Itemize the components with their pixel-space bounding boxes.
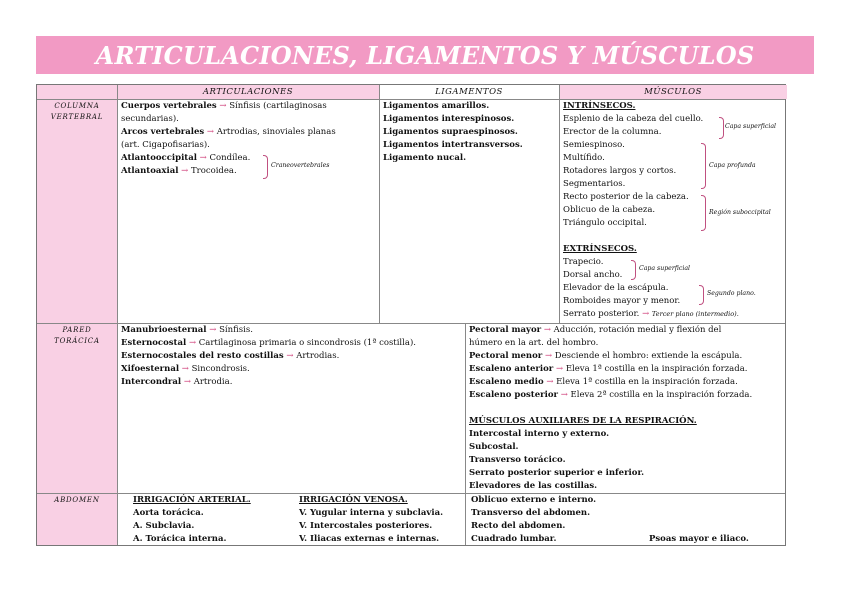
term: Escaleno medio: [469, 377, 544, 387]
desc: húmero en la art. del hombro.: [469, 338, 599, 348]
pared-mus-line-4: Escaleno anterior → Eleva 1ª costilla en la inspiración forzada.: [469, 364, 748, 374]
irr-art-item-1: Aorta torácica.: [133, 508, 204, 518]
pared-mus-line-1: Pectoral mayor → Aducción, rotación medial y flexión del: [469, 325, 722, 335]
row-label-columna-2: VERTEBRAL: [50, 113, 104, 121]
aux-item-5: Elevadores de las costillas.: [469, 481, 598, 491]
extr-item-3: Elevador de la escápula.: [563, 283, 669, 293]
pared-mus-line-2: [469, 337, 598, 350]
desc: Eleva 1ª costilla en la inspiración forzada.: [556, 377, 738, 387]
lig-item-3: Ligamentos supraespinosos.: [383, 127, 518, 137]
desc: Artrodias, sinoviales planas: [216, 127, 336, 137]
pared-art-line-5: Intercondral → Artrodia.: [121, 377, 233, 387]
aux-title: MÚSCULOS AUXILIARES DE LA RESPIRACIÓN.: [469, 416, 697, 426]
lig-item-5: Ligamento nucal.: [383, 153, 467, 163]
pared-art-line-4: Xifoesternal → Sincondrosis.: [121, 364, 250, 374]
desc: Eleva 1ª costilla en la inspiración forzada.: [565, 364, 748, 374]
desc: Artrodias.: [296, 351, 340, 361]
row-label-abdomen-text: ABDOMEN: [54, 496, 100, 504]
irr-ven-item-1: V. Yugular interna y subclavia.: [299, 508, 444, 518]
brace: [719, 117, 724, 139]
term: Intercondral: [121, 377, 182, 387]
header-musculos: MÚSCULOS: [559, 85, 787, 99]
row-label-pared: [37, 323, 117, 493]
note-region-suboccipital: Región suboccipital: [709, 209, 771, 216]
extr-item-1: Trapecio.: [563, 257, 604, 267]
extr-item-5: Serrato posterior. → Tercer plano (intermedio).: [563, 309, 739, 319]
irr-art-item-3: A. Torácica interna.: [133, 534, 227, 544]
abd-mus-item-3: Recto del abdomen.: [471, 521, 566, 531]
note-capa-superficial-2: Capa superficial: [639, 265, 691, 272]
term: Esternocostales del resto costillas: [121, 351, 284, 361]
header-articulaciones: ARTICULACIONES: [117, 85, 379, 99]
term: Atlantooccipital: [121, 153, 197, 163]
desc: Sincondrosis.: [191, 364, 250, 374]
desc: Sínfisis (cartilaginosas: [229, 101, 327, 111]
corner-cell: [37, 85, 117, 99]
col-art-line-4: [121, 139, 210, 152]
term: Esternocostal: [121, 338, 187, 348]
abd-mus-item-2: Transverso del abdomen.: [471, 508, 591, 518]
divider: [559, 85, 560, 323]
term: Arcos vertebrales: [121, 127, 205, 137]
term: Pectoral mayor: [469, 325, 542, 335]
desc: Eleva 2ª costilla en la inspiración forzada.: [570, 390, 753, 400]
intr-item-9: Triángulo occipital.: [563, 218, 647, 228]
irr-ven-title: IRRIGACIÓN VENOSA.: [299, 495, 408, 505]
intrinsecos-title: INTRÍNSECOS.: [563, 101, 636, 111]
intr-item-7: Recto posterior de la cabeza.: [563, 192, 689, 202]
term: Escaleno anterior: [469, 364, 554, 374]
col-art-line-5: Atlantooccipital → Condílea.: [121, 153, 251, 163]
pared-mus-line-6: Escaleno posterior → Eleva 2ª costilla en la inspiración forzada.: [469, 390, 753, 400]
desc: Aducción, rotación medial y flexión del: [553, 325, 722, 335]
col-art-line-1: Cuerpos vertebrales → Sínfisis (cartilaginosas: [121, 101, 327, 111]
note-craneovertebrales: Craneovertebrales: [271, 162, 330, 169]
note-segundo-plano: Segundo plano.: [707, 290, 756, 297]
divider: [465, 323, 466, 545]
abd-mus-extra: Psoas mayor e iliaco.: [649, 534, 749, 544]
pared-mus-line-3: Pectoral menor → Desciende el hombro: extiende la escápula.: [469, 351, 743, 361]
brace: [631, 260, 636, 280]
aux-item-2: Subcostal.: [469, 442, 519, 452]
extr-item-5-text: Serrato posterior.: [563, 309, 640, 319]
aux-item-4: Serrato posterior superior e inferior.: [469, 468, 645, 478]
brace: [699, 285, 704, 305]
divider: [117, 85, 118, 545]
title-banner: [36, 36, 814, 74]
desc: secundarias).: [121, 114, 179, 124]
intr-item-4: Multífido.: [563, 153, 605, 163]
extr-item-4: Romboides mayor y menor.: [563, 296, 681, 306]
page-title: ARTICULACIONES, LIGAMENTOS Y MÚSCULOS: [95, 40, 755, 70]
term: Pectoral menor: [469, 351, 543, 361]
term: Cuerpos vertebrales: [121, 101, 217, 111]
note-capa-profunda: Capa profunda: [709, 162, 756, 169]
col-art-line-6: Atlantoaxial → Trocoidea.: [121, 166, 237, 176]
term: Escaleno posterior: [469, 390, 558, 400]
irr-ven-item-2: V. Intercostales posteriores.: [299, 521, 433, 531]
col-art-line-2: [121, 113, 179, 126]
desc: (art. Cigapofisarias).: [121, 140, 210, 150]
extr-item-2: Dorsal ancho.: [563, 270, 623, 280]
col-art-line-3: Arcos vertebrales → Artrodias, sinoviales planas: [121, 127, 336, 137]
brace: [701, 143, 706, 189]
aux-item-3: Transverso torácico.: [469, 455, 566, 465]
divider: [379, 85, 380, 323]
lig-item-1: Ligamentos amarillos.: [383, 101, 490, 111]
intr-item-5: Rotadores largos y cortos.: [563, 166, 677, 176]
extrinsecos-title: EXTRÍNSECOS.: [563, 244, 637, 254]
desc: Condílea.: [209, 153, 251, 163]
aux-item-1: Intercostal interno y externo.: [469, 429, 610, 439]
pared-art-line-3: Esternocostales del resto costillas → Artrodias.: [121, 351, 340, 361]
term: Manubrioesternal: [121, 325, 207, 335]
lig-item-2: Ligamentos interespinosos.: [383, 114, 515, 124]
pared-art-line-2: Esternocostal → Cartilaginosa primaria o sincondrosis (1ª costilla).: [121, 338, 416, 348]
irr-art-item-2: A. Subclavia.: [133, 521, 195, 531]
note-tercer-plano: Tercer plano (intermedio).: [651, 310, 739, 318]
row-label-abdomen: [37, 493, 117, 545]
pared-mus-line-5: Escaleno medio → Eleva 1ª costilla en la inspiración forzada.: [469, 377, 738, 387]
row-label-columna-1: COLUMNA: [54, 102, 100, 110]
term: Xifoesternal: [121, 364, 180, 374]
irr-art-title: IRRIGACIÓN ARTERIAL.: [133, 495, 251, 505]
term: Atlantoaxial: [121, 166, 179, 176]
row-label-columna: [37, 99, 117, 323]
desc: Trocoidea.: [190, 166, 237, 176]
intr-item-8: Oblicuo de la cabeza.: [563, 205, 656, 215]
intr-item-3: Semiespinoso.: [563, 140, 625, 150]
irr-ven-item-3: V. Iliacas externas e internas.: [299, 534, 440, 544]
intr-item-6: Segmentarios.: [563, 179, 626, 189]
abd-mus-item-1: Oblicuo externo e interno.: [471, 495, 597, 505]
desc: Cartilaginosa primaria o sincondrosis (1ª costilla).: [198, 338, 416, 348]
brace: [263, 155, 268, 179]
abd-mus-item-4: Cuadrado lumbar.: [471, 534, 557, 544]
summary-table: [36, 84, 786, 546]
desc: Desciende el hombro: extiende la escápula.: [554, 351, 743, 361]
desc: Artrodia.: [193, 377, 233, 387]
lig-item-4: Ligamentos intertransversos.: [383, 140, 523, 150]
brace: [701, 195, 706, 231]
header-ligamentos: LIGAMENTOS: [435, 87, 503, 97]
note-capa-superficial: Capa superficial: [725, 123, 777, 130]
row-label-pared-2: TORÁCICA: [54, 337, 100, 345]
intr-item-1: Esplenio de la cabeza del cuello.: [563, 114, 704, 124]
row-label-pared-1: PARED: [62, 326, 92, 334]
pared-art-line-1: Manubrioesternal → Sínfisis.: [121, 325, 253, 335]
desc: Sínfisis.: [219, 325, 253, 335]
intr-item-2: Erector de la columna.: [563, 127, 662, 137]
